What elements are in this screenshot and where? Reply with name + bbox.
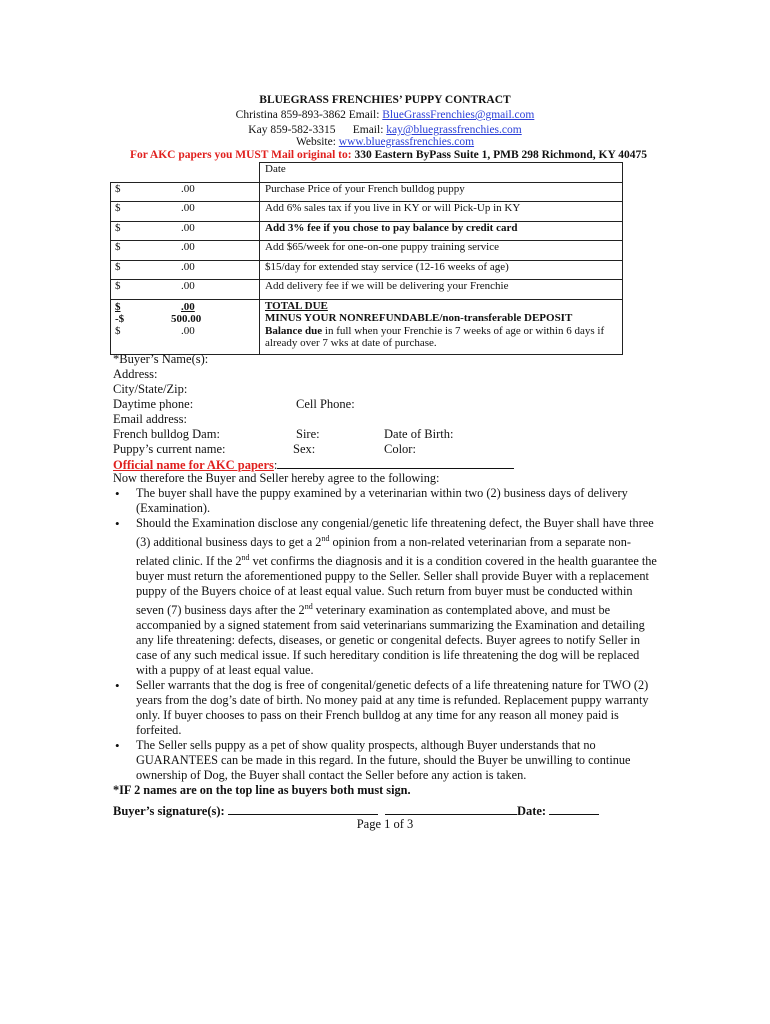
signature-blank-1[interactable] [228, 802, 378, 815]
fee-row [111, 182, 623, 202]
total-row [111, 299, 623, 354]
buyer-info-form [113, 352, 454, 457]
fee-amount: .00 [181, 182, 195, 195]
dam-row[interactable] [113, 427, 454, 442]
fee-amount: .00 [181, 280, 195, 292]
deposit-dollar: -$ [115, 312, 125, 325]
buyer-names-label: *Buyer’s Name(s): [113, 352, 209, 366]
deposit-amount: 500.00 [171, 312, 202, 325]
fee-amount: .00 [181, 260, 195, 273]
daytime-phone-label: Daytime phone: [113, 397, 194, 411]
term2-sup3: nd [304, 602, 313, 612]
terms-intro: Now therefore the Buyer and Seller hereby agree to the following: [113, 471, 440, 485]
term2-part-c: vet confirms the diagnosis and it is a condition covered in the health guarantee the buyer must return the aforementioned puppy to the Seller. Seller shall provide Buyer with a replacement puppy of the Buyers choice of at least equal value. Such return from buyer must be conducted within seven (7) business days after the 2 [136, 554, 657, 618]
term-examination: • The buyer shall have the puppy examined by a veterinarian within two (2) business days of delivery (Examination). [136, 486, 658, 516]
fee-row [111, 260, 623, 280]
fee-table [110, 162, 623, 355]
kay-email-link[interactable]: kay@bluegrassfrenchies.com [386, 124, 522, 136]
email-label: Email address: [113, 412, 187, 426]
fee-description: Purchase Price of your French bulldog puppy [260, 182, 623, 202]
color-label: Color: [384, 442, 416, 456]
fee-row [111, 241, 623, 261]
balance-text [265, 325, 618, 350]
deposit-label: MINUS YOUR NONREFUNDABLE/non-transferable DEPOSIT [265, 312, 573, 324]
contact-kay [0, 124, 770, 136]
sex-label: Sex: [293, 442, 316, 456]
balance-dollar: $ [115, 324, 121, 337]
fee-description: Add 3% fee if you chose to pay balance by credit card [260, 221, 623, 241]
term2-sup2: nd [241, 553, 250, 563]
term-second-opinion [136, 516, 658, 678]
date-spacer [111, 163, 260, 183]
address-label: Address: [113, 367, 158, 381]
term2-part-d: veterinary examination as contemplated above, and must be accompanied by a signed statement from said veterinarians summarizing the Examination and detailing any life threatening: defects, diseases, or genetic or congenital defects. Buyer agrees to notify Seller in case of any such medical issue. If such hereditary condition is life threatening the dog will be replaced with a puppy of at least equal value. [136, 603, 645, 678]
term2-part-a: Should the Examination disclose any congenial/genetic life threatening defect, the Buyer shall have three (3) additional business days to get a 2 [136, 516, 654, 550]
total-descriptions [260, 299, 623, 354]
fee-dollar: $ [115, 202, 121, 214]
phone-row[interactable] [113, 397, 355, 412]
fee-description: Add $65/week for one-on-one puppy training service [260, 241, 623, 261]
balance-amount-line [115, 325, 245, 337]
website-line [0, 136, 770, 148]
term2-part-b: opinion from a non-related veterinarian from a separate non-related clinic. If the 2 [136, 535, 631, 569]
total-amounts [111, 299, 260, 354]
akc-notice: For AKC papers you MUST Mail original to: [130, 149, 352, 161]
website-link[interactable]: www.bluegrassfrenchies.com [338, 136, 475, 148]
both-must-sign: *IF 2 names are on the top line as buyers both must sign. [113, 783, 411, 798]
city-row[interactable] [113, 382, 225, 397]
date-blank[interactable] [549, 802, 599, 815]
dob-label: Date of Birth: [384, 427, 454, 441]
official-name-colon: : [273, 458, 278, 472]
contact-kay-label: Kay 859-582-3315 Email: [248, 124, 387, 136]
deposit-amount-line [115, 313, 245, 325]
balance-amount: .00 [181, 324, 195, 337]
fee-row [111, 202, 623, 222]
date-cell: Date [260, 163, 623, 183]
fee-amount-cell[interactable] [111, 221, 260, 241]
document-title: BLUEGRASS FRENCHIES’ PUPPY CONTRACT [259, 94, 511, 106]
dam-label: French bulldog Dam: [113, 427, 220, 441]
date-label: Date: [516, 804, 547, 818]
contract-terms [113, 471, 658, 798]
address-row[interactable] [113, 367, 225, 382]
fee-description: Add 6% sales tax if you live in KY or will Pick-Up in KY [260, 202, 623, 222]
term-show-quality: • The Seller sells puppy as a pet of show quality prospects, although Buyer understands that no GUARANTEES can be made in this regard. In the future, should the Buyer be unwilling to continue ownership of Dog, the Buyer shall contact the Seller before any action is taken. [136, 738, 658, 783]
fee-dollar: $ [115, 182, 121, 195]
buyer-names-row[interactable] [113, 352, 225, 367]
fee-description: $15/day for extended stay service (12-16 weeks of age) [260, 260, 623, 280]
christina-email-link[interactable]: BlueGrassFrenchies@gmail.com [382, 109, 535, 121]
fee-amount: .00 [181, 202, 195, 214]
official-name-label: Official name for AKC papers [113, 458, 274, 472]
fee-dollar: $ [115, 221, 121, 234]
fee-dollar: $ [115, 260, 121, 273]
balance-due-text: in full when your Frenchie is 7 weeks of age or within 6 days if already over 7 wks at date of purchase. [265, 324, 605, 349]
city-label: City/State/Zip: [113, 382, 188, 396]
total-amount-line [115, 301, 245, 313]
page-number: Page 1 of 3 [356, 817, 414, 831]
total-amount: .00 [181, 300, 195, 313]
terms-list [113, 486, 658, 783]
fee-amount: .00 [181, 241, 195, 253]
fee-amount-cell[interactable] [111, 202, 260, 222]
term-warranty: • Seller warrants that the dog is free of congenital/genetic defects of a life threatening nature for TWO (2) years from the dog’s date of birth. No money paid at any time is refunded. Replacement puppy warranty only. If buyer chooses to pass on their French bulldog at any time for any reason all money paid is forfeited. [136, 678, 658, 738]
fee-description: Add delivery fee if we will be delivering your Frenchie [260, 280, 623, 300]
total-dollar: $ [115, 300, 121, 313]
fee-amount-cell[interactable] [111, 182, 260, 202]
name-row[interactable] [113, 442, 416, 457]
website-label: Website: [295, 136, 339, 148]
total-due-label: TOTAL DUE [265, 299, 328, 312]
term2-sup1: nd [321, 534, 330, 543]
fee-amount-cell[interactable] [111, 260, 260, 280]
official-name-blank[interactable] [277, 456, 514, 469]
balance-due-label: Balance due [265, 324, 323, 337]
fee-amount-cell[interactable] [111, 241, 260, 261]
signature-label: Buyer’s signature(s): [113, 804, 225, 818]
fee-dollar: $ [115, 241, 121, 253]
mailing-address [130, 149, 647, 161]
fee-row [111, 221, 623, 241]
fee-amount: .00 [181, 221, 195, 234]
signature-blank-2[interactable] [385, 802, 517, 815]
email-row[interactable] [113, 412, 225, 427]
current-name-label: Puppy’s current name: [113, 442, 226, 456]
cell-phone-label: Cell Phone: [296, 397, 355, 411]
fee-row [111, 280, 623, 300]
contact-christina [0, 109, 770, 121]
date-row [111, 163, 623, 183]
sire-label: Sire: [296, 427, 320, 441]
mail-address: 330 Eastern ByPass Suite 1, PMB 298 Richmond, KY 40475 [351, 149, 647, 161]
contact-christina-label: Christina 859-893-3862 Email: [235, 109, 383, 121]
fee-dollar: $ [115, 280, 121, 292]
fee-amount-cell[interactable] [111, 280, 260, 300]
